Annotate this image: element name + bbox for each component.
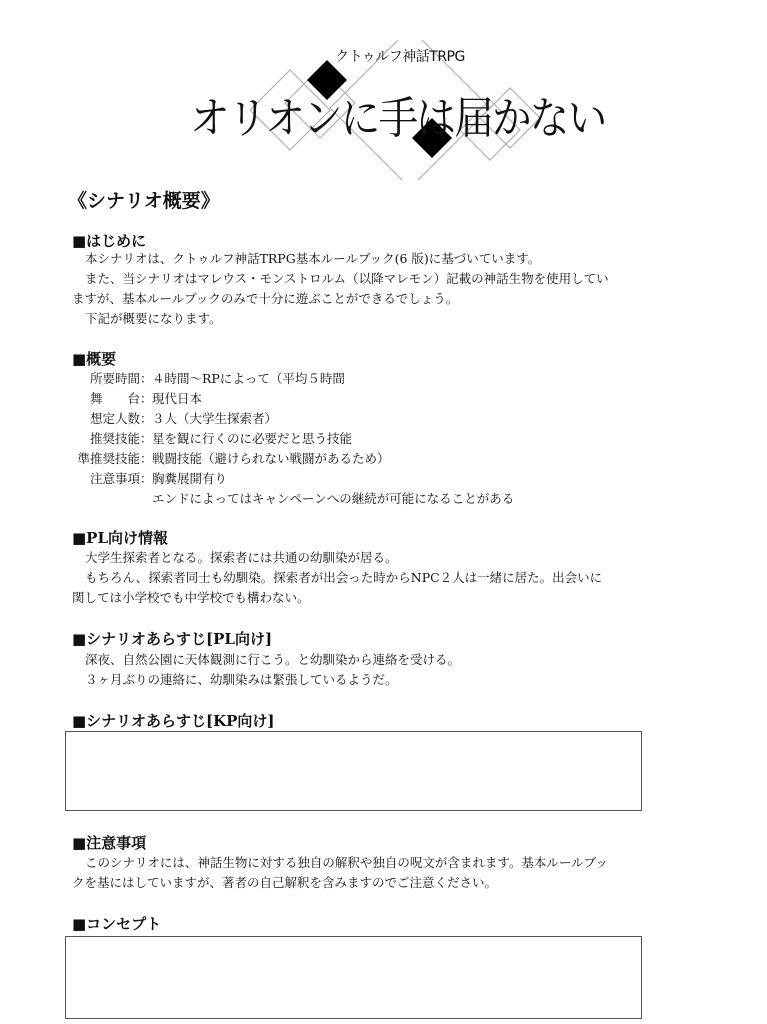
overview-row: 推奨技能 ： 星を観に行くのに必要だと思う技能 [72,429,642,449]
intro-paragraph [72,249,642,329]
overview-value: 胸糞展開有り [152,471,228,486]
section-title-synopsis-kp: ■シナリオあらすじ[KP向け] [72,712,275,730]
overview-value: 戦闘技能（避けられない戦闘があるため） [152,451,390,466]
intro-line: ますが、基本ルールブックのみで十分に遊ぶことができるでしょう。 [72,291,459,306]
overview-value: 現代日本 [152,391,203,406]
overview-label: 想定人数 [89,411,140,426]
overview-table [72,369,642,509]
synopsis-pl-line: ３ヶ月ぶりの連絡に、幼馴染みは緊張しているようだ。 [85,672,398,687]
overview-row: 注意事項 ： 胸糞展開有り [72,469,642,489]
logo-title: オリオンに手は届かない [190,93,606,144]
overview-value: 星を観に行くのに必要だと思う技能 [152,431,353,446]
concept-box [65,936,642,1019]
pl-info-line: もちろん、探索者同士も幼馴染。探索者が出会った時からNPC２人は一緒に居た。出会いに [85,570,603,585]
section-title-overview: ■概要 [72,350,117,368]
overview-row: 所要時間 ： ４時間〜RPによって（平均５時間 [72,369,642,389]
overview-row: 想定人数 ： ３人（大学生探索者） [72,409,642,429]
intro-line: また、当シナリオはマレウス・モンストロルム（以降マレモン）記載の神話生物を使用してい [85,271,609,286]
overview-row: 舞 台 ： 現代日本 [72,389,642,409]
section-title-caution: ■注意事項 [72,834,147,852]
overview-value: エンドによってはキャンペーンへの継続が可能になることがある [152,491,515,506]
overview-label: 注意事項 [89,471,140,486]
intro-line: 下記が概要になります。 [85,311,222,326]
intro-line: 本シナリオは、クトゥルフ神話TRPG基本ルールブック(6 版)に基づいています。 [85,251,541,266]
synopsis-kp-box [65,731,642,811]
caution-line: クを基にはしていますが、著者の自己解釈を含みますのでご注意ください。 [72,875,498,890]
overview-label: 推奨技能 [89,431,140,446]
page-heading: 《シナリオ概要》 [68,190,220,212]
caution-paragraph [72,853,642,893]
pl-info-paragraph [72,548,642,608]
section-title-pl-info: ■PL向け情報 [72,529,168,547]
synopsis-pl-line: 深夜、自然公園に天体観測に行こう。と幼馴染から連絡を受ける。 [85,652,461,667]
caution-line: このシナリオには、神話生物に対する独自の解釈や独自の呪文が含まれます。基本ルールブッ [85,855,608,870]
overview-row [72,489,642,509]
pl-info-line: 大学生探索者となる。探索者には共通の幼馴染が居る。 [85,550,398,565]
overview-label: 所要時間 [89,371,140,386]
overview-label: 準推奨技能 [77,451,140,466]
overview-row: 準推奨技能 ： 戦闘技能（避けられない戦闘があるため） [72,449,642,469]
pl-info-line: 関しては小学校でも中学校でも構わない。 [72,590,310,605]
overview-value: ３人（大学生探索者） [152,411,278,426]
section-title-concept: ■コンセプト [72,915,162,933]
section-title-synopsis-pl: ■シナリオあらすじ[PL向け] [72,630,273,648]
overview-label: 舞 台 [89,391,140,406]
logo-subtitle: クトゥルフ神話TRPG [335,49,465,65]
section-title-intro: ■はじめに [72,232,147,250]
overview-label [72,489,140,509]
synopsis-pl-paragraph [72,650,642,690]
title-logo [180,40,606,180]
overview-value: ４時間〜RPによって（平均５時間 [152,371,345,386]
